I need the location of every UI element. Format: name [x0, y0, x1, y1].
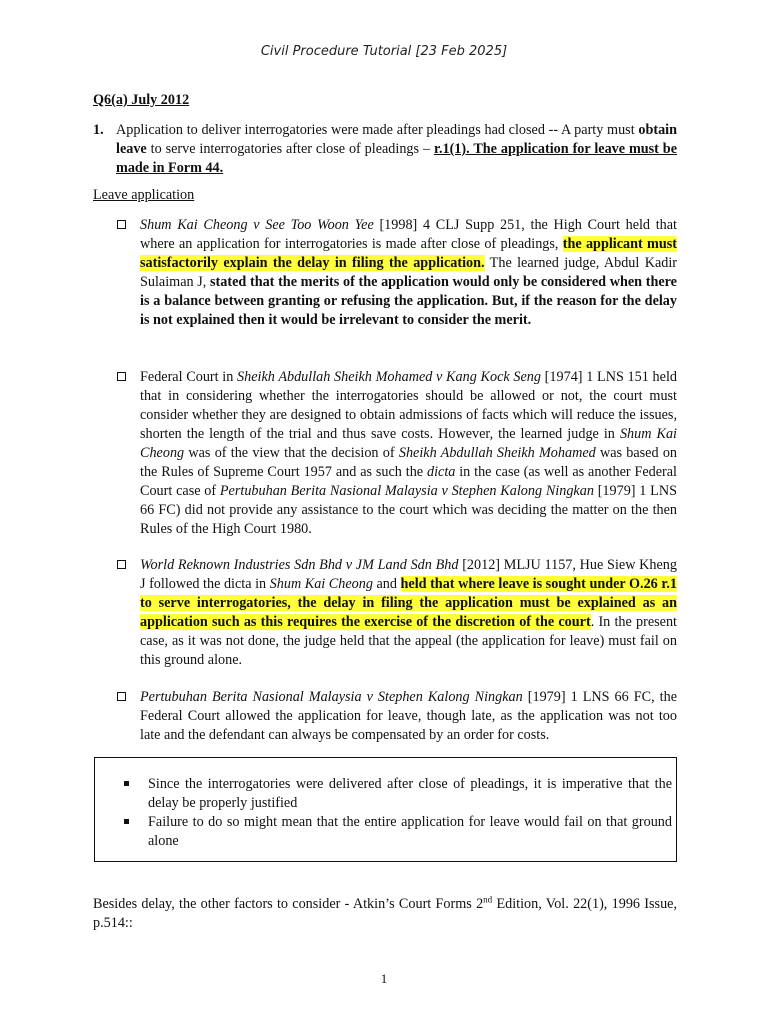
section-heading: Leave application: [93, 187, 195, 203]
item-rule-reference: r.1(1). The application for leave must be made in Form 44.: [116, 141, 677, 176]
bullet-text-part: [2012] MLJU 1157, Hue Siew Kheng J followed the dicta in: [140, 557, 677, 592]
closing-text-part: Besides delay, the other factors to consider - Atkin’s Court Forms 2: [93, 896, 484, 912]
case-name: World Reknown Industries Sdn Bhd v JM Land Sdn Bhd: [140, 557, 459, 573]
page-header: Civil Procedure Tutorial [23 Feb 2025]: [260, 44, 508, 59]
item-text: [116, 121, 677, 178]
bullet-text-part: . In the present case, as it was not done, the judge held that the appeal (the application for leave) must fail on this ground alone.: [140, 614, 677, 668]
case-name: Pertubuhan Berita Nasional Malaysia v Stephen Kalong Ningkan: [140, 689, 523, 705]
bullet-text-part: [1979] 1 LNS 66 FC, the Federal Court allowed the application for leave, though late, as the application was not too late and the defendant can always be compensated by an order for costs.: [140, 689, 678, 743]
bullet-text-part: was based on the Rules of Supreme Court 1957 and as such the: [140, 445, 678, 480]
case-name: Shum Kai Cheong: [269, 576, 373, 592]
bullet-text: [140, 688, 677, 745]
highlighted-text: the applicant must satisfactorily explain the delay in filing the application.: [140, 236, 677, 271]
bullet-text: [140, 368, 677, 539]
summary-box: [94, 757, 677, 862]
bold-text: stated that the merits of the application would only be considered when there is a balance between granting or refusing the application. But, if the reason for the delay is not explained then it would be irrelevant to consider the merit.: [140, 274, 677, 328]
numbered-item-1: [93, 121, 677, 178]
closing-paragraph: [93, 895, 677, 933]
case-name: Sheikh Abdullah Sheikh Mohamed v Kang Kock Seng: [237, 369, 541, 385]
bullet-text: [140, 216, 677, 330]
case-bullet-1: [117, 216, 677, 330]
checkbox-bullet-icon: [117, 560, 126, 569]
italic-term: dicta: [426, 464, 456, 480]
bullet-text-part: [1998] 4 CLJ Supp 251, the High Court held that where an application for interrogatories is made after close of pleadings,: [140, 217, 677, 252]
question-title: Q6(a) July 2012: [93, 92, 190, 108]
summary-item: [124, 775, 672, 813]
bullet-text-part: [1974] 1 LNS 151 held that in considering whether the interrogatories should be allowed or not, the court must consider whether they are designed to obtain admissions of facts which will reduce the issues, shorten the length of the trial and thus save costs. However, the learned judge in: [140, 369, 677, 442]
superscript: nd: [483, 894, 493, 905]
page-number: 1: [380, 971, 388, 986]
case-name: Sheikh Abdullah Sheikh Mohamed: [398, 445, 596, 461]
item-number: 1.: [93, 122, 104, 138]
item-text-bold: obtain leave: [116, 122, 677, 157]
item-text-a: Application to deliver interrogatories were made after pleadings had closed -- A party must: [116, 122, 639, 138]
checkbox-bullet-icon: [117, 372, 126, 381]
case-name: Shum Kai Cheong v See Too Woon Yee: [140, 217, 374, 233]
closing-text-part: Edition, Vol. 22(1), 1996 Issue, p.514::: [93, 896, 678, 931]
bullet-text: [140, 556, 677, 670]
bullet-text-part: and: [372, 576, 401, 592]
square-bullet-icon: [124, 819, 129, 824]
case-name: Shum Kai Cheong: [140, 426, 677, 461]
bullet-text-part: The learned judge, Abdul Kadir Sulaiman J,: [140, 255, 678, 290]
summary-text: Since the interrogatories were delivered after close of pleadings, it is imperative that the delay be properly justified: [148, 776, 672, 811]
case-bullet-2: [117, 368, 677, 539]
case-bullet-4: [117, 688, 677, 745]
bullet-text-part: was of the view that the decision of: [184, 445, 399, 461]
square-bullet-icon: [124, 781, 129, 786]
case-name: Pertubuhan Berita Nasional Malaysia v Stephen Kalong Ningkan: [219, 483, 594, 499]
summary-item: [124, 813, 672, 851]
checkbox-bullet-icon: [117, 692, 126, 701]
checkbox-bullet-icon: [117, 220, 126, 229]
summary-list: [124, 775, 672, 851]
bullet-text-part: in the case (as well as another Federal Court case of: [140, 464, 678, 499]
highlighted-text: held that where leave is sought under O.26 r.1 to serve interrogatories, the delay in filing the application must be explained as an application such as this requires the exercise of the discretion of the court: [140, 576, 677, 630]
bullet-text-part: [1979] 1 LNS 66 FC) did not provide any assistance to the court which was deciding the matter on the then Rules of the High Court 1980.: [140, 483, 677, 537]
summary-text: Failure to do so might mean that the entire application for leave would fail on that ground alone: [148, 814, 672, 849]
case-bullet-3: [117, 556, 677, 670]
item-text-c: to serve interrogatories after close of pleadings –: [146, 141, 434, 157]
bullet-text-part: Federal Court in: [140, 369, 238, 385]
